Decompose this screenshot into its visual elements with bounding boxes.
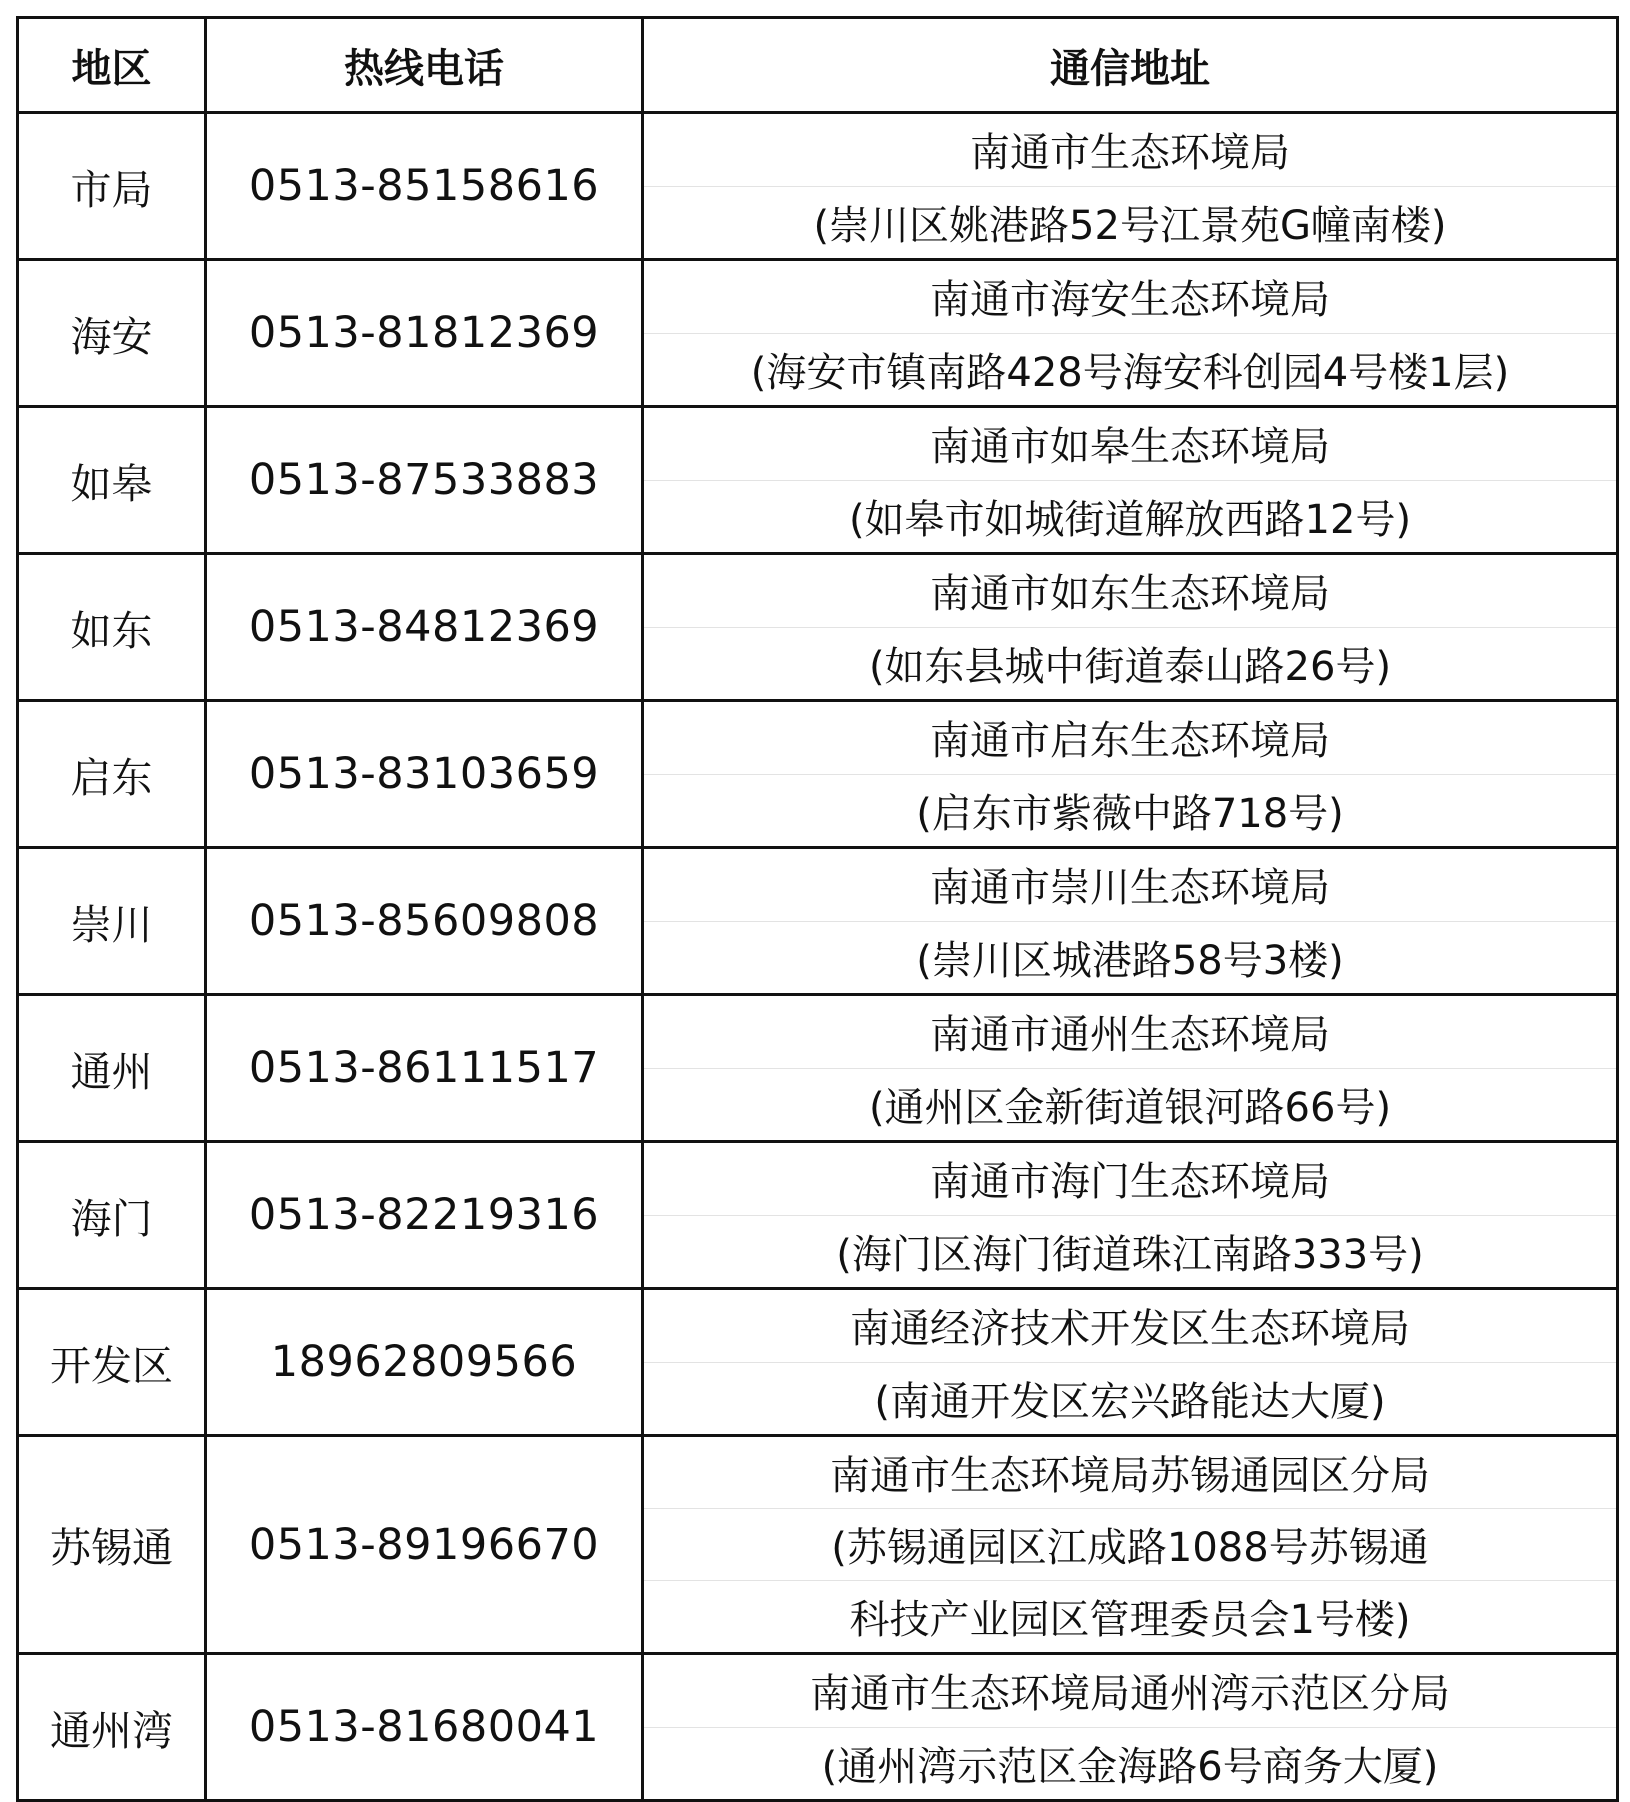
address-line: 南通市生态环境局	[970, 130, 1290, 177]
hotline-table-container	[16, 16, 1616, 1802]
address-line: (南通开发区宏兴路能达大厦)	[644, 1362, 1616, 1435]
region-cell: 崇川	[18, 848, 206, 995]
address-cell	[643, 113, 1618, 260]
address-line: 南通市生态环境局苏锡通园区分局	[830, 1453, 1430, 1499]
region-cell: 如东	[18, 554, 206, 701]
region-cell: 苏锡通	[18, 1436, 206, 1654]
address-cell	[643, 1436, 1618, 1654]
phone-cell: 0513-89196670	[206, 1436, 643, 1654]
header-phone: 热线电话	[206, 18, 643, 113]
address-line: 南通市生态环境局通州湾示范区分局	[810, 1671, 1450, 1718]
table-row	[18, 1289, 1618, 1436]
address-cell	[643, 995, 1618, 1142]
table-row	[18, 1436, 1618, 1654]
table-row	[18, 1654, 1618, 1801]
address-line: 南通经济技术开发区生态环境局	[850, 1306, 1410, 1353]
phone-cell: 0513-82219316	[206, 1142, 643, 1289]
address-cell	[643, 701, 1618, 848]
address-cell	[643, 1289, 1618, 1436]
address-cell	[643, 407, 1618, 554]
table-row	[18, 554, 1618, 701]
header-region: 地区	[18, 18, 206, 113]
region-cell: 通州	[18, 995, 206, 1142]
address-cell	[643, 1654, 1618, 1801]
address-line: 南通市崇川生态环境局	[930, 865, 1330, 912]
address-line: (苏锡通园区江成路1088号苏锡通	[644, 1508, 1616, 1580]
phone-cell: 0513-81680041	[206, 1654, 643, 1801]
phone-cell: 18962809566	[206, 1289, 643, 1436]
phone-cell: 0513-86111517	[206, 995, 643, 1142]
address-line: 南通市启东生态环境局	[930, 718, 1330, 765]
table-row	[18, 407, 1618, 554]
phone-cell: 0513-85158616	[206, 113, 643, 260]
address-cell	[643, 848, 1618, 995]
table-header-row	[18, 18, 1618, 113]
address-line: (崇川区姚港路52号江景苑G幢南楼)	[644, 186, 1616, 259]
region-cell: 通州湾	[18, 1654, 206, 1801]
table-row	[18, 260, 1618, 407]
region-cell: 海门	[18, 1142, 206, 1289]
region-cell: 开发区	[18, 1289, 206, 1436]
table-row	[18, 1142, 1618, 1289]
hotline-table	[16, 16, 1619, 1802]
table-row	[18, 995, 1618, 1142]
address-line: 南通市海安生态环境局	[930, 277, 1330, 324]
region-cell: 市局	[18, 113, 206, 260]
phone-cell: 0513-83103659	[206, 701, 643, 848]
address-line: (如皋市如城街道解放西路12号)	[644, 480, 1616, 553]
address-line: (海门区海门街道珠江南路333号)	[644, 1215, 1616, 1288]
phone-cell: 0513-87533883	[206, 407, 643, 554]
region-cell: 海安	[18, 260, 206, 407]
address-line: (启东市紫薇中路718号)	[644, 774, 1616, 847]
address-line: 南通市通州生态环境局	[930, 1012, 1330, 1059]
table-row	[18, 848, 1618, 995]
region-cell: 启东	[18, 701, 206, 848]
address-line: 科技产业园区管理委员会1号楼)	[644, 1580, 1616, 1652]
address-line: (崇川区城港路58号3楼)	[644, 921, 1616, 994]
address-line: (海安市镇南路428号海安科创园4号楼1层)	[644, 333, 1616, 406]
address-line: 南通市海门生态环境局	[930, 1159, 1330, 1206]
address-line: (通州区金新街道银河路66号)	[644, 1068, 1616, 1141]
phone-cell: 0513-81812369	[206, 260, 643, 407]
table-row	[18, 701, 1618, 848]
address-line: 南通市如东生态环境局	[930, 571, 1330, 618]
phone-cell: 0513-84812369	[206, 554, 643, 701]
address-line: (通州湾示范区金海路6号商务大厦)	[644, 1727, 1616, 1800]
address-cell	[643, 554, 1618, 701]
address-cell	[643, 260, 1618, 407]
address-line: (如东县城中街道泰山路26号)	[644, 627, 1616, 700]
phone-cell: 0513-85609808	[206, 848, 643, 995]
address-line: 南通市如皋生态环境局	[930, 424, 1330, 471]
address-cell	[643, 1142, 1618, 1289]
header-address: 通信地址	[643, 18, 1618, 113]
table-row	[18, 113, 1618, 260]
region-cell: 如皋	[18, 407, 206, 554]
